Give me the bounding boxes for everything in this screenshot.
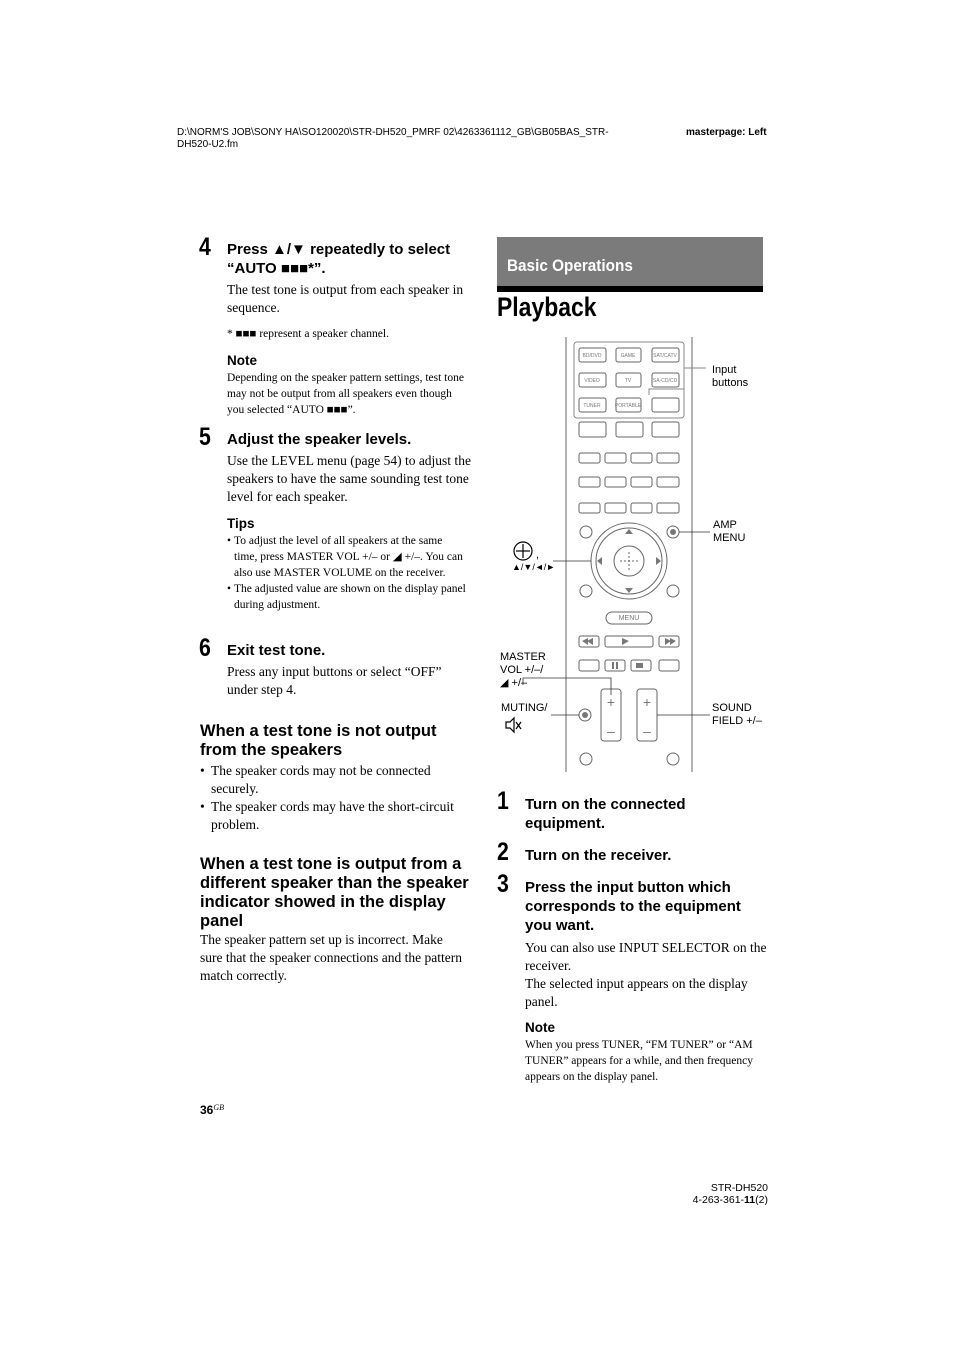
remote-btn-bd-dvd: BD/DVD: [582, 353, 602, 359]
step-3-note-body: When you press TUNER, “FM TUNER” or “AM TUNER” appears for a while, and then frequency appears on the display panel.: [525, 1039, 753, 1083]
section-heading-wrong-speaker: When a test tone is output from a different speaker than the speaker indicator showed in the display panel: [200, 855, 469, 930]
svg-text:–: –: [607, 723, 615, 739]
step-4-title: [227, 240, 472, 278]
tips-list: [227, 533, 467, 613]
footer-model-info: [668, 1182, 768, 1206]
remote-btn-portable: PORTABLE: [614, 403, 642, 409]
label-muting: MUTING/: [501, 702, 548, 714]
remote-btn-game: GAME: [620, 353, 636, 359]
step-5-number: 5: [199, 423, 211, 451]
footer-code: 4-263-361-11(2): [692, 1194, 768, 1206]
step-4-note-heading: Note: [227, 353, 257, 368]
file-path-header: [177, 127, 677, 151]
file-path-line2: DH520-U2.fm: [177, 139, 239, 150]
page-title: Playback: [497, 292, 597, 322]
remote-btn-tuner: TUNER: [583, 403, 601, 409]
tip-item: • To adjust the level of all speakers at the same time, press MASTER VOL +/– or ◢ +/–. You can also use MASTER VOLUME on the receiver.: [227, 533, 467, 581]
section-no-output-list: [200, 762, 470, 834]
step-1-title: Turn on the connected equipment.: [525, 796, 686, 832]
section-heading-no-output: When a test tone is not output from the speakers: [200, 722, 437, 759]
label-nav-arrows: ▲/▼/◄/►: [512, 562, 556, 572]
enter-symbol-icon: [514, 542, 532, 560]
remote-btn-tv: TV: [624, 378, 632, 384]
label-enter-comma: ,: [536, 549, 540, 561]
step-6-title: Exit test tone.: [227, 642, 326, 659]
step-4-title-line2: “AUTO ■■■*”.: [227, 260, 326, 277]
step-3-body: [525, 939, 767, 1011]
step-4-note-body: Depending on the speaker pattern settings, test tone may not be output from all speakers even though you selected “AUTO ■■■”.: [227, 372, 464, 416]
tips-heading: Tips: [227, 516, 255, 531]
step-4-title-line1: Press ▲/▼ repeatedly to select: [227, 241, 451, 258]
step-3-note-heading: Note: [525, 1020, 555, 1035]
step-2-number: 2: [497, 838, 509, 866]
step-5-body: Use the LEVEL menu (page 54) to adjust the speakers to have the same sounding test tone level for each speaker.: [227, 453, 471, 504]
label-input-buttons: Input buttons: [712, 364, 749, 389]
page-number: [200, 1103, 224, 1117]
tip-item: • The adjusted value are shown on the display panel during adjustment.: [227, 581, 467, 613]
step-4-footnote: * ■■■ represent a speaker channel.: [227, 328, 389, 340]
step-1-number: 1: [497, 787, 509, 815]
remote-btn-video: VIDEO: [584, 378, 600, 384]
step-6-number: 6: [199, 634, 211, 662]
footer-model: STR-DH520: [710, 1182, 768, 1194]
remote-btn-menu: MENU: [618, 615, 640, 622]
svg-text:+: +: [642, 694, 652, 710]
section-band: [497, 237, 763, 292]
step-5-title: Adjust the speaker levels.: [227, 431, 412, 448]
step-3-title: Press the input button which corresponds to the equipment you want.: [525, 879, 741, 934]
remote-btn-sacd-cd: SA-CD/CD: [652, 378, 678, 384]
masterpage-label: masterpage: Left: [686, 127, 767, 138]
svg-text:+: +: [606, 694, 616, 710]
step-3-body-line1: You can also use INPUT SELECTOR on the receiver.: [525, 940, 767, 973]
label-sound-field: SOUND FIELD +/–: [712, 702, 762, 727]
page-number-suffix: GB: [213, 1103, 225, 1112]
remote-btn-sat-catv: SAT/CATV: [653, 353, 677, 359]
section-band-title: Basic Operations: [507, 256, 633, 275]
step-4-body: The test tone is output from each speaker in sequence.: [227, 282, 464, 315]
step-2-title: Turn on the receiver.: [525, 847, 672, 864]
section-wrong-speaker-body: The speaker pattern set up is incorrect. Make sure that the speaker connections and the pattern match correctly.: [200, 932, 463, 983]
page-number-value: 36: [200, 1103, 214, 1117]
label-master-vol: MASTER VOL +/–/ ◢ +/–: [500, 651, 546, 689]
svg-text:–: –: [643, 723, 651, 739]
muting-speaker-icon: [506, 718, 521, 732]
step-3-body-line2: The selected input appears on the display panel.: [525, 976, 748, 1009]
list-item: • The speaker cords may have the short-circuit problem.: [200, 798, 470, 834]
list-item: • The speaker cords may not be connected securely.: [200, 762, 470, 798]
step-3-number: 3: [497, 870, 509, 898]
step-4-number: 4: [199, 233, 211, 261]
step-6-body: Press any input buttons or select “OFF” under step 4.: [227, 664, 442, 697]
label-amp-menu: AMP MENU: [713, 519, 746, 544]
file-path-line1: D:\NORM'S JOB\SONY HA\SO120020\STR-DH520_PMRF 02\4263361112_GB\GB05BAS_STR-: [177, 127, 609, 138]
